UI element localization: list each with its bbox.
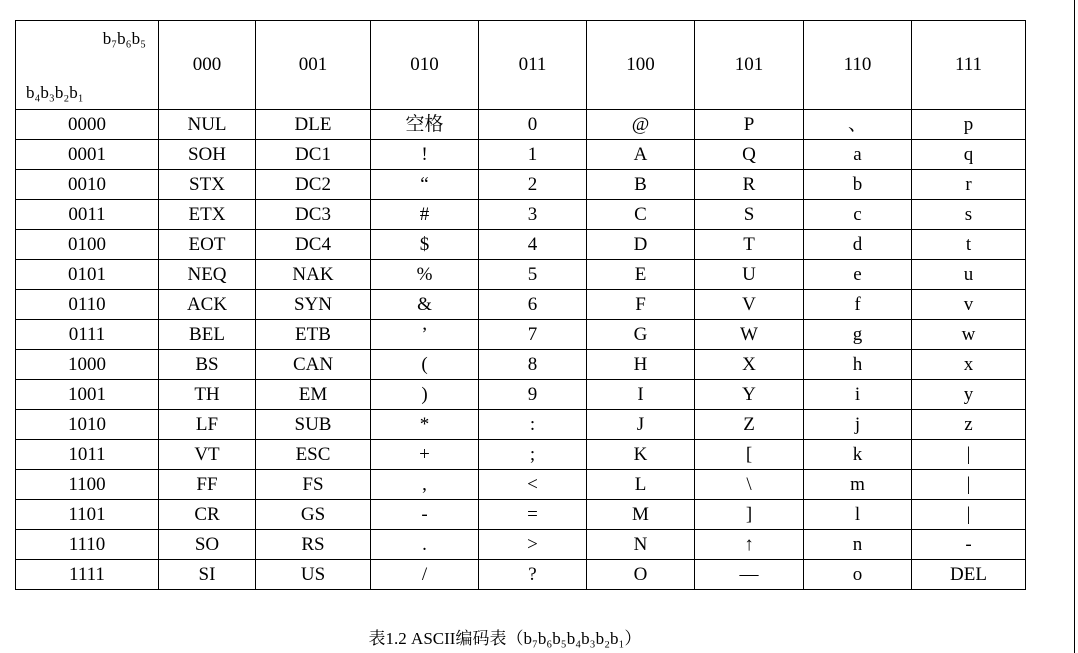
table-cell: D xyxy=(587,230,695,260)
table-cell: k xyxy=(804,440,912,470)
table-cell: EOT xyxy=(159,230,256,260)
table-cell: N xyxy=(587,530,695,560)
row-code: 1110 xyxy=(16,530,159,560)
table-cell: FS xyxy=(256,470,371,500)
column-header: 000 xyxy=(159,21,256,110)
table-cell: DC4 xyxy=(256,230,371,260)
table-row xyxy=(16,410,1026,440)
row-code: 0001 xyxy=(16,140,159,170)
table-cell: SYN xyxy=(256,290,371,320)
table-cell: NAK xyxy=(256,260,371,290)
row-code: 0110 xyxy=(16,290,159,320)
table-cell: R xyxy=(695,170,804,200)
table-cell: P xyxy=(695,110,804,140)
table-cell: - xyxy=(912,530,1026,560)
row-code: 0000 xyxy=(16,110,159,140)
table-row xyxy=(16,380,1026,410)
table-cell: DC3 xyxy=(256,200,371,230)
table-cell: . xyxy=(371,530,479,560)
table-cell: \ xyxy=(695,470,804,500)
table-row xyxy=(16,230,1026,260)
table-cell: u xyxy=(912,260,1026,290)
table-cell: O xyxy=(587,560,695,590)
table-cell: VT xyxy=(159,440,256,470)
table-cell: 4 xyxy=(479,230,587,260)
table-cell: CAN xyxy=(256,350,371,380)
table-cell: / xyxy=(371,560,479,590)
table-cell: F xyxy=(587,290,695,320)
table-cell: l xyxy=(804,500,912,530)
row-code: 1111 xyxy=(16,560,159,590)
table-cell: K xyxy=(587,440,695,470)
table-cell: 9 xyxy=(479,380,587,410)
table-cell: ! xyxy=(371,140,479,170)
high-bits-label: b₇b₆b₅ xyxy=(102,29,146,48)
row-code: 0101 xyxy=(16,260,159,290)
table-cell: “ xyxy=(371,170,479,200)
table-cell: z xyxy=(912,410,1026,440)
row-code: 1011 xyxy=(16,440,159,470)
header-row xyxy=(16,21,1026,110)
table-cell: % xyxy=(371,260,479,290)
table-cell: d xyxy=(804,230,912,260)
table-cell: S xyxy=(695,200,804,230)
table-cell: e xyxy=(804,260,912,290)
table-cell: 1 xyxy=(479,140,587,170)
row-code: 0100 xyxy=(16,230,159,260)
table-cell: 7 xyxy=(479,320,587,350)
table-cell: & xyxy=(371,290,479,320)
table-cell: * xyxy=(371,410,479,440)
column-header: 100 xyxy=(587,21,695,110)
table-cell: SUB xyxy=(256,410,371,440)
table-cell: FF xyxy=(159,470,256,500)
table-cell: , xyxy=(371,470,479,500)
table-cell: X xyxy=(695,350,804,380)
table-cell: o xyxy=(804,560,912,590)
row-code: 1010 xyxy=(16,410,159,440)
table-cell: v xyxy=(912,290,1026,320)
table-row xyxy=(16,500,1026,530)
table-cell: NEQ xyxy=(159,260,256,290)
table-cell: C xyxy=(587,200,695,230)
table-cell: h xyxy=(804,350,912,380)
table-row xyxy=(16,200,1026,230)
table-cell: J xyxy=(587,410,695,440)
table-cell: > xyxy=(479,530,587,560)
table-caption: 表1.2 ASCII编码表（b₇b₆b₅b₄b₃b₂b₁） xyxy=(368,629,642,648)
table-cell: SOH xyxy=(159,140,256,170)
table-cell: SO xyxy=(159,530,256,560)
table-cell: Y xyxy=(695,380,804,410)
row-code: 0011 xyxy=(16,200,159,230)
table-row xyxy=(16,170,1026,200)
column-header: 110 xyxy=(804,21,912,110)
table-cell: p xyxy=(912,110,1026,140)
table-cell: BS xyxy=(159,350,256,380)
table-cell: B xyxy=(587,170,695,200)
column-header: 011 xyxy=(479,21,587,110)
table-cell: ’ xyxy=(371,320,479,350)
table-row xyxy=(16,560,1026,590)
table-cell: b xyxy=(804,170,912,200)
table-cell: j xyxy=(804,410,912,440)
table-cell: ; xyxy=(479,440,587,470)
table-cell: STX xyxy=(159,170,256,200)
table-cell: [ xyxy=(695,440,804,470)
table-cell: y xyxy=(912,380,1026,410)
table-cell: 3 xyxy=(479,200,587,230)
table-cell: TH xyxy=(159,380,256,410)
table-cell: | xyxy=(912,440,1026,470)
table-cell: g xyxy=(804,320,912,350)
table-cell: Z xyxy=(695,410,804,440)
table-cell: T xyxy=(695,230,804,260)
table-cell: DC1 xyxy=(256,140,371,170)
row-code: 0010 xyxy=(16,170,159,200)
table-row xyxy=(16,320,1026,350)
column-header: 010 xyxy=(371,21,479,110)
table-cell: ( xyxy=(371,350,479,380)
row-code: 1100 xyxy=(16,470,159,500)
ascii-table xyxy=(15,20,1026,590)
table-cell: 5 xyxy=(479,260,587,290)
table-row xyxy=(16,260,1026,290)
table-cell: RS xyxy=(256,530,371,560)
table-cell: ↑ xyxy=(695,530,804,560)
table-cell: f xyxy=(804,290,912,320)
table-cell: DEL xyxy=(912,560,1026,590)
table-cell: : xyxy=(479,410,587,440)
table-cell: EM xyxy=(256,380,371,410)
table-cell: E xyxy=(587,260,695,290)
table-cell: 0 xyxy=(479,110,587,140)
table-cell: 、 xyxy=(804,110,912,140)
row-code: 1001 xyxy=(16,380,159,410)
table-cell: | xyxy=(912,470,1026,500)
table-cell: — xyxy=(695,560,804,590)
corner-cell xyxy=(16,21,159,110)
table-cell: DC2 xyxy=(256,170,371,200)
table-cell: ] xyxy=(695,500,804,530)
table-cell: 2 xyxy=(479,170,587,200)
table-cell: w xyxy=(912,320,1026,350)
page-border-line xyxy=(1074,0,1075,653)
table-cell: ETX xyxy=(159,200,256,230)
table-cell: r xyxy=(912,170,1026,200)
table-cell: H xyxy=(587,350,695,380)
table-row xyxy=(16,290,1026,320)
table-cell: 空格 xyxy=(371,110,479,140)
table-cell: i xyxy=(804,380,912,410)
table-cell: t xyxy=(912,230,1026,260)
table-cell: a xyxy=(804,140,912,170)
table-cell: - xyxy=(371,500,479,530)
table-cell: 8 xyxy=(479,350,587,380)
table-cell: SI xyxy=(159,560,256,590)
table-cell: = xyxy=(479,500,587,530)
table-cell: @ xyxy=(587,110,695,140)
table-cell: ? xyxy=(479,560,587,590)
table-cell: # xyxy=(371,200,479,230)
table-cell: I xyxy=(587,380,695,410)
table-cell: CR xyxy=(159,500,256,530)
table-cell: U xyxy=(695,260,804,290)
table-cell: c xyxy=(804,200,912,230)
table-cell: + xyxy=(371,440,479,470)
table-cell: NUL xyxy=(159,110,256,140)
table-cell: | xyxy=(912,500,1026,530)
table-cell: < xyxy=(479,470,587,500)
table-cell: G xyxy=(587,320,695,350)
table-cell: ACK xyxy=(159,290,256,320)
table-cell: s xyxy=(912,200,1026,230)
table-cell: DLE xyxy=(256,110,371,140)
table-cell: n xyxy=(804,530,912,560)
table-cell: Q xyxy=(695,140,804,170)
table-cell: W xyxy=(695,320,804,350)
column-header: 101 xyxy=(695,21,804,110)
table-cell: x xyxy=(912,350,1026,380)
table-cell: L xyxy=(587,470,695,500)
row-code: 1101 xyxy=(16,500,159,530)
table-cell: LF xyxy=(159,410,256,440)
table-cell: BEL xyxy=(159,320,256,350)
table-row xyxy=(16,440,1026,470)
row-code: 1000 xyxy=(16,350,159,380)
table-row xyxy=(16,530,1026,560)
column-header: 111 xyxy=(912,21,1026,110)
table-cell: ESC xyxy=(256,440,371,470)
table-cell: A xyxy=(587,140,695,170)
table-row xyxy=(16,350,1026,380)
table-cell: ) xyxy=(371,380,479,410)
low-bits-label: b₄b₃b₂b₁ xyxy=(26,83,84,102)
column-header: 001 xyxy=(256,21,371,110)
table-cell: V xyxy=(695,290,804,320)
row-code: 0111 xyxy=(16,320,159,350)
table-row xyxy=(16,140,1026,170)
table-cell: $ xyxy=(371,230,479,260)
table-cell: US xyxy=(256,560,371,590)
table-cell: m xyxy=(804,470,912,500)
table-cell: q xyxy=(912,140,1026,170)
table-cell: GS xyxy=(256,500,371,530)
table-row xyxy=(16,110,1026,140)
table-cell: 6 xyxy=(479,290,587,320)
table-cell: ETB xyxy=(256,320,371,350)
table-cell: M xyxy=(587,500,695,530)
table-row xyxy=(16,470,1026,500)
